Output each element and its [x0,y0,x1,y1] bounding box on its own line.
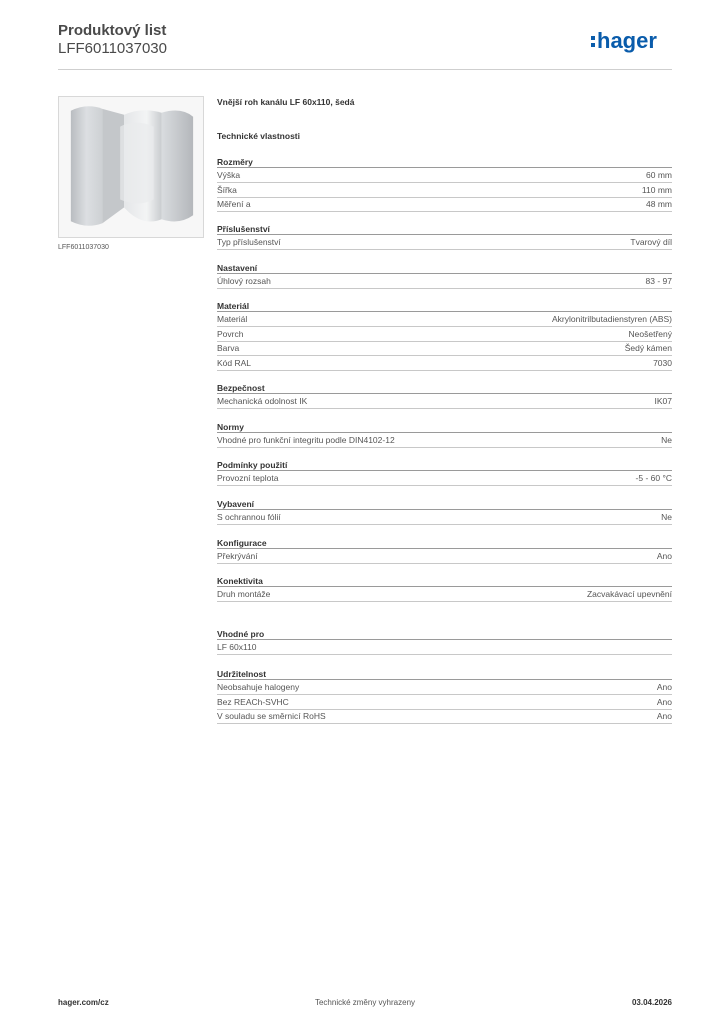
spec-row [217,184,672,198]
page-title: Produktový list [58,22,167,39]
spec-row [217,472,672,486]
spec-row [217,550,672,564]
section-title: Bezpečnost [217,382,672,394]
product-name: Vnější roh kanálu LF 60x110, šedá [217,97,355,107]
product-image [58,96,204,238]
footer-note: Technické změny vyhrazeny [314,998,416,1007]
spec-row [217,236,672,250]
spec-row [217,434,672,448]
image-caption: LFF6011037030 [58,244,109,251]
spec-label: V souladu se směrnicí RoHS [217,711,326,721]
spec-value: -5 - 60 °C [635,473,672,483]
spec-row [217,696,672,710]
technical-properties-title: Technické vlastnosti [217,131,300,141]
footer-website: hager.com/cz [58,998,109,1007]
spec-value: Ano [656,551,672,561]
spec-value: Akrylonitrilbutadienstyren (ABS) [552,314,672,324]
spec-label: Kód RAL [217,357,252,368]
spec-label: Měření a [217,199,251,209]
spec-value: 48 mm [646,199,672,209]
spec-label: Povrch [217,328,244,339]
spec-value: 83 - 97 [645,276,672,286]
section-title: Podmínky použití [217,459,672,471]
spec-value: 110 mm [641,184,672,195]
logo-text: hager [597,28,657,53]
spec-label: Šířka [217,184,237,195]
spec-row [217,313,672,327]
section-title: Normy [217,421,672,433]
section-title: Vybavení [217,498,672,510]
spec-label: LF 60x110 [217,642,257,652]
product-picture [59,97,203,237]
spec-label: Barva [217,343,240,353]
spec-row [217,681,672,695]
section-title: Vhodné pro [217,628,672,640]
spec-label: Neobsahuje halogeny [217,682,300,692]
section-title: Nastavení [217,262,672,274]
spec-value: Šedý kámen [624,343,672,353]
section-title: Materiál [217,300,672,312]
spec-label: Materiál [217,314,248,324]
spec-row [217,511,672,525]
spec-row [217,710,672,724]
spec-row [217,169,672,183]
spec-label: Druh montáže [217,589,271,599]
spec-value: Neošetřený [628,328,672,339]
spec-row [217,588,672,602]
section-title: Udržitelnost [217,668,672,680]
spec-value: Tvarový díl [630,237,672,247]
spec-row [217,357,672,371]
hager-logo [590,28,672,54]
section-title: Konfigurace [217,537,672,549]
spec-row [217,641,672,655]
section-title: Rozměry [217,156,672,168]
spec-value: IK07 [654,396,672,406]
spec-value: Ano [656,682,672,692]
spec-row [217,198,672,212]
spec-value: 7030 [653,357,672,368]
product-code: LFF6011037030 [58,40,167,57]
spec-row [217,395,672,409]
spec-label: Mechanická odolnost IK [217,396,308,406]
spec-row [217,275,672,289]
spec-label: S ochrannou fólií [217,512,281,522]
spec-label: Výška [217,170,241,180]
spec-label: Vhodné pro funkční integritu podle DIN4102-12 [217,435,395,445]
spec-value: Ne [661,512,672,522]
spec-label: Úhlový rozsah [217,276,271,286]
spec-label: Překrývání [217,551,258,561]
page-footer [58,998,672,1010]
spec-row [217,342,672,356]
spec-value: Zacvakávací upevnění [586,589,672,599]
spec-label: Typ příslušenství [217,237,281,247]
section-title: Příslušenství [217,223,672,235]
spec-row [217,328,672,342]
footer-date: 03.04.2026 [631,998,672,1007]
spec-value: 60 mm [646,170,672,180]
spec-value: Ano [656,711,672,721]
spec-label: Provozní teplota [217,473,279,483]
page-header [58,22,672,70]
spec-label: Bez REACh-SVHC [217,696,289,707]
section-title: Konektivita [217,575,672,587]
spec-value: Ano [656,696,672,707]
spec-value: Ne [661,435,672,445]
